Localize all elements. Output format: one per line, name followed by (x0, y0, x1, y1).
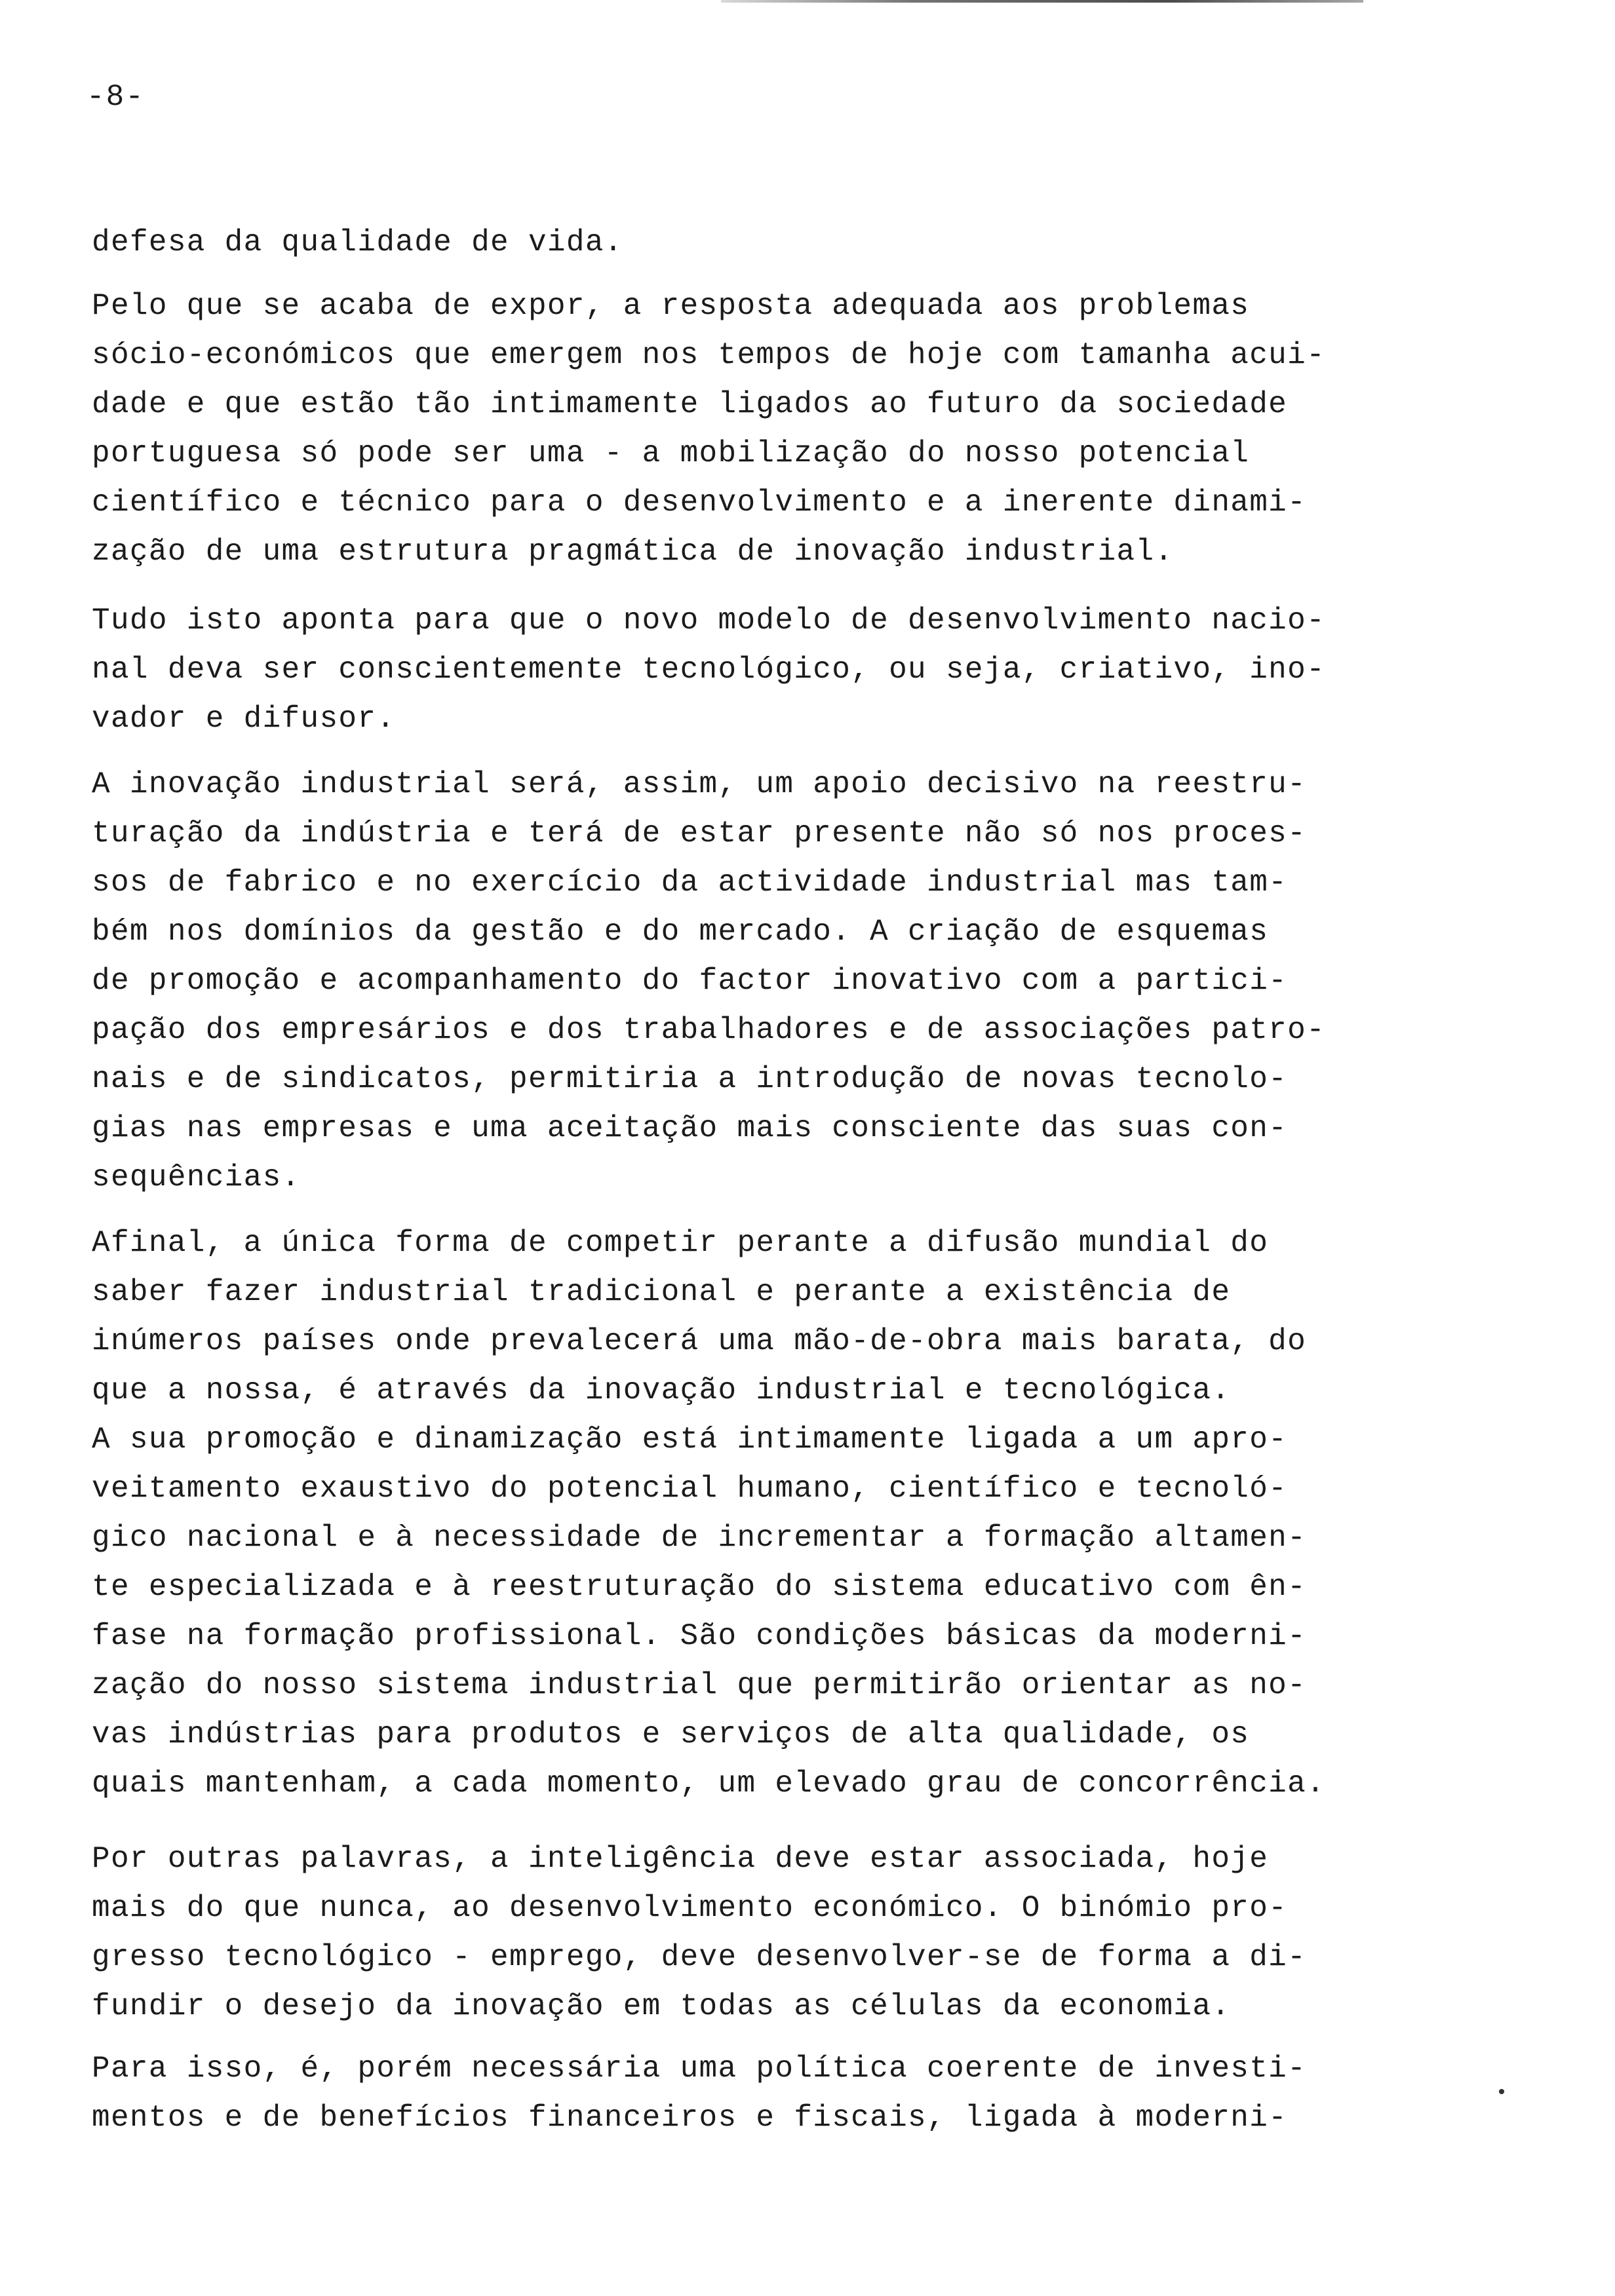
text-line: vador e difusor. (92, 702, 396, 736)
text-line: zação de uma estrutura pragmática de inovação industrial. (92, 535, 1174, 569)
text-line: sos de fabrico e no exercício da actividade industrial mas tam- (92, 866, 1288, 900)
text-line: bém nos domínios da gestão e do mercado. A criação de esquemas (92, 915, 1269, 949)
text-line: gresso tecnológico - emprego, deve desenvolver-se de forma a di- (92, 1940, 1307, 1974)
text-line: Para isso, é, porém necessária uma política coerente de investi- (92, 2052, 1307, 2086)
text-line: vas indústrias para produtos e serviços de alta qualidade, os (92, 1717, 1250, 1751)
text-line: saber fazer industrial tradicional e perante a existência de (92, 1275, 1231, 1309)
text-line: sócio-económicos que emergem nos tempos de hoje com tamanha acui- (92, 338, 1326, 372)
text-line: fase na formação profissional. São condições básicas da moderni- (92, 1619, 1307, 1653)
text-line: dade e que estão tão intimamente ligados ao futuro da sociedade (92, 387, 1288, 421)
text-line: portuguesa só pode ser uma - a mobilização do nosso potencial (92, 436, 1250, 470)
text-line: Afinal, a única forma de competir perante a difusão mundial do (92, 1226, 1269, 1260)
text-line: inúmeros países onde prevalecerá uma mão-de-obra mais barata, do (92, 1324, 1307, 1358)
text-line: mentos e de benefícios financeiros e fiscais, ligada à moderni- (92, 2101, 1288, 2135)
text-line: Pelo que se acaba de expor, a resposta adequada aos problemas (92, 289, 1250, 323)
text-line: te especializada e à reestruturação do sistema educativo com ên- (92, 1570, 1307, 1604)
text-line: gico nacional e à necessidade de incrementar a formação altamen- (92, 1521, 1307, 1555)
paragraph-1 (92, 218, 1403, 267)
margin-speck: • (1496, 2082, 1508, 2105)
text-line: que a nossa, é através da inovação industrial e tecnológica. (92, 1373, 1231, 1407)
paragraph-7 (92, 2044, 1403, 2143)
top-scan-rule (721, 0, 1363, 3)
text-line: fundir o desejo da inovação em todas as células da economia. (92, 1989, 1231, 2023)
text-line: defesa da qualidade de vida. (92, 225, 623, 259)
text-line: quais mantenham, a cada momento, um elevado grau de concorrência. (92, 1767, 1326, 1801)
text-line: Tudo isto aponta para que o novo modelo de desenvolvimento nacio- (92, 603, 1326, 638)
paragraph-3 (92, 596, 1403, 744)
paragraph-2 (92, 282, 1403, 577)
text-line: nal deva ser conscientemente tecnológico, ou seja, criativo, ino- (92, 653, 1326, 687)
text-line: científico e técnico para o desenvolvimento e a inerente dinami- (92, 486, 1307, 520)
text-line: nais e de sindicatos, permitiria a introdução de novas tecnolo- (92, 1062, 1288, 1096)
text-line: pação dos empresários e dos trabalhadores e de associações patro- (92, 1013, 1326, 1047)
text-line: de promoção e acompanhamento do factor inovativo com a partici- (92, 964, 1288, 998)
text-line: zação do nosso sistema industrial que permitirão orientar as no- (92, 1668, 1307, 1702)
paragraph-6 (92, 1835, 1403, 2031)
text-line: sequências. (92, 1160, 301, 1195)
text-line: A sua promoção e dinamização está intimamente ligada a um apro- (92, 1423, 1288, 1457)
text-line: Por outras palavras, a inteligência deve estar associada, hoje (92, 1842, 1269, 1876)
paragraph-4 (92, 760, 1403, 1202)
text-line: mais do que nunca, ao desenvolvimento económico. O binómio pro- (92, 1891, 1288, 1925)
text-line: gias nas empresas e uma aceitação mais consciente das suas con- (92, 1111, 1288, 1145)
text-line: veitamento exaustivo do potencial humano, científico e tecnoló- (92, 1472, 1288, 1506)
paragraph-5 (92, 1219, 1403, 1808)
text-line: A inovação industrial será, assim, um apoio decisivo na reestru- (92, 767, 1307, 801)
text-line: turação da indústria e terá de estar presente não só nos proces- (92, 816, 1307, 851)
page-number: -8- (87, 80, 145, 114)
